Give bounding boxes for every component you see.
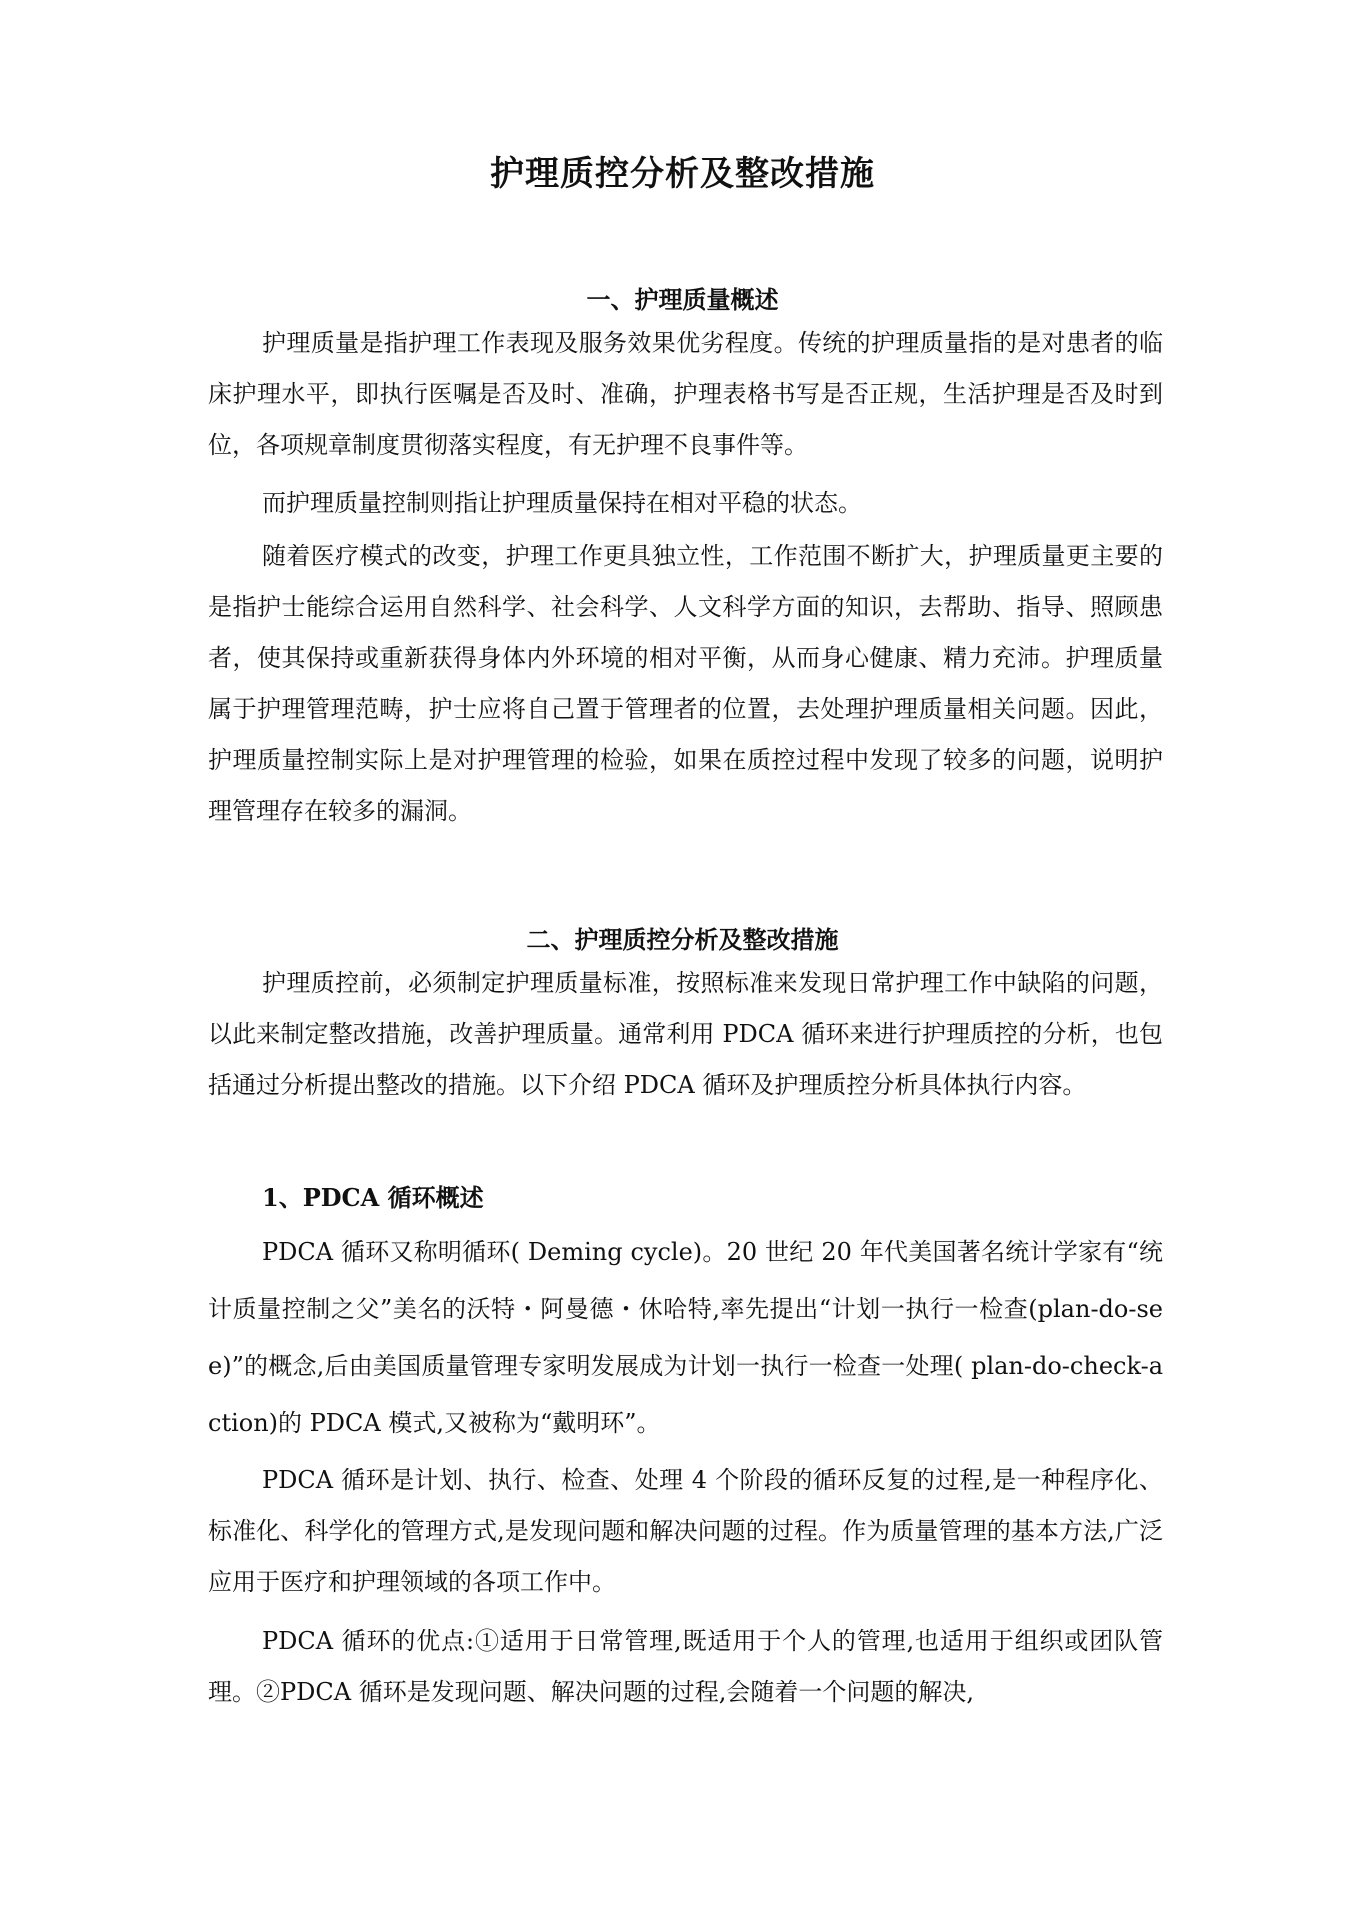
paragraph-medical-model: 随着医疗模式的改变，护理工作更具独立性，工作范围不断扩大，护理质量更主要的是指护士能综合运用自然科学、社会科学、人文科学方面的知识，去帮助、指导、照顾患者，使其保持或重新获得身体内外环境的相对平衡，从而身心健康、精力充沛。护理质量属于护理管理范畴，护士应将自己置于管理者的位置，去处理护理质量相关问题。因此，护理质量控制实际上是对护理管理的检验，如果在质控过程中发现了较多的问题，说明护理管理存在较多的漏洞。 [208,542,1163,825]
paragraph-quality-definition: 护理质量是指护理工作表现及服务效果优劣程度。传统的护理质量指的是对患者的临床护理水平，即执行医嘱是否及时、准确，护理表格书写是否正规，生活护理是否及时到位，各项规章制度贯彻落实程度，有无护理不良事件等。 [208,329,1163,459]
paragraph-quality-control: 而护理质量控制则指让护理质量保持在相对平稳的状态。 [262,489,862,517]
section-heading-analysis: 二、护理质控分析及整改措施 [526,925,839,954]
document-title: 护理质控分析及整改措施 [490,154,875,194]
subheading-pdca-overview: 1、PDCA 循环概述 [262,1183,484,1212]
section-heading-overview: 一、护理质量概述 [586,285,779,314]
paragraph-pdca-history: PDCA 循环又称明循环( Deming cycle)。20 世纪 20 年代美国著名统计学家有“统计质量控制之父”美名的沃特・阿曼德・休哈特,率先提出“计划一执行一检查(plan-do-see)”的概念,后由美国质量管理专家明发展成为计划一执行一检查一处理( plan-do-check-action)的 PDCA 模式,又被称为“戴明环”。 [208,1238,1163,1437]
paragraph-pdca-advantages: PDCA 循环的优点:①适用于日常管理,既适用于个人的管理,也适用于组织或团队管理。②PDCA 循环是发现问题、解决问题的过程,会随着一个问题的解决, [208,1627,1163,1706]
paragraph-analysis-intro: 护理质控前，必须制定护理质量标准，按照标准来发现日常护理工作中缺陷的问题，以此来制定整改措施，改善护理质量。通常利用 PDCA 循环来进行护理质控的分析，也包括通过分析提出整改的措施。以下介绍 PDCA 循环及护理质控分析具体执行内容。 [208,969,1163,1099]
paragraph-pdca-process: PDCA 循环是计划、执行、检查、处理 4 个阶段的循环反复的过程,是一种程序化、标准化、科学化的管理方式,是发现问题和解决问题的过程。作为质量管理的基本方法,广泛应用于医疗和护理领域的各项工作中。 [208,1466,1163,1596]
